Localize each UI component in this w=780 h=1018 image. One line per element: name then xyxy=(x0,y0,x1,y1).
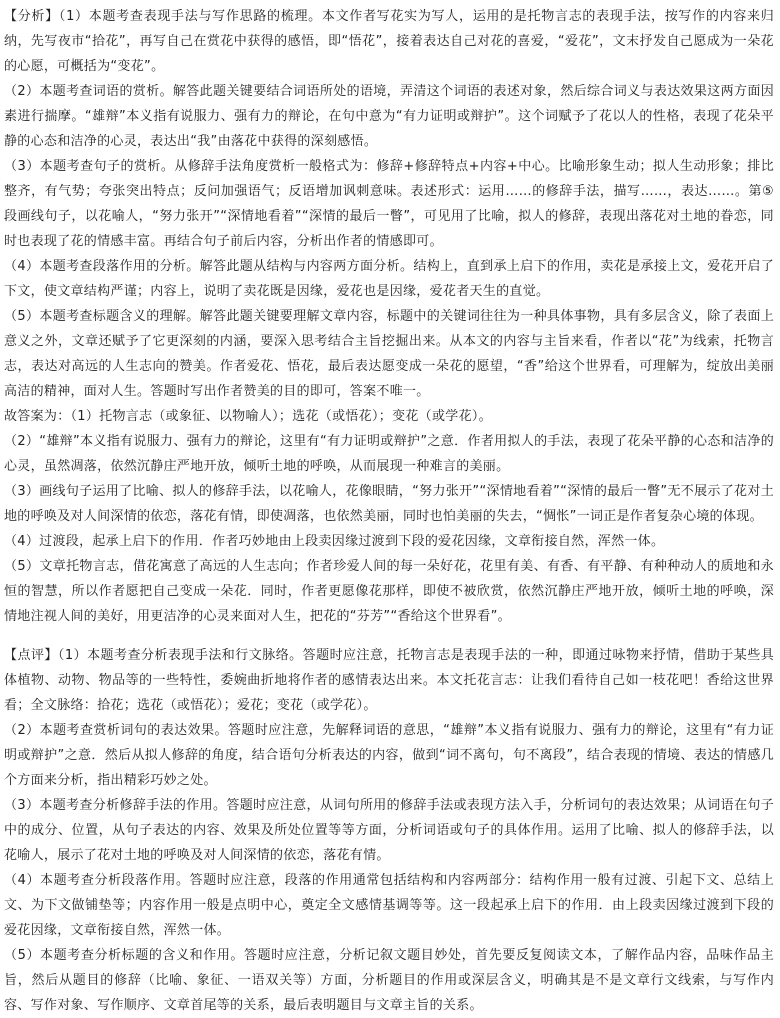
analysis-paragraph-2: （2）本题考查词语的赏析。解答此题关键要结合词语所处的语境，弄清这个词语的表述对象，然后综合词义与表达效果这两方面因素进行揣摩。“雄辩”本义指有说服力、强有力的辩论，在句中意为“有力证明或辩护”。这个词赋予了花以人的性格，表现了花朵平静的心态和洁净的心灵，表达出“我”由落花中获得的深刻感悟。 xyxy=(4,84,774,149)
analysis-paragraph-5: （5）本题考查标题含义的理解。解答此题关键要理解文章内容，标题中的关键词往往为一种具体事物，具有多层含义，除了表面上意义之外，文章还赋予了它更深刻的内涵，要深入思考结合主旨挖掘出来。从本文的内容与主旨来看，作者以“花”为线索，托物言志，表达对高远的人生志向的赞美。作者爱花、悟花，最后表达愿变成一朵花的愿望，“香”给这个世界看，可理解为，绽放出美丽高洁的精神，面对人生。答题时写出作者赞美的目的即可，答案不唯一。 xyxy=(4,309,774,399)
answer-paragraph-5: （5）文章托物言志，借花寓意了高远的人生志向；作者珍爱人间的每一朵好花，花里有美、有香、有平静、有种种动人的质地和永恒的智慧，所以作者愿把自己变成一朵花．同时，作者更愿像花那样，即使不被欣赏，依然沉静庄严地开放，倾听土地的呼唤，深情地注视人间的美好，用更洁净的心灵来面对人生，把花的“芬芳”“香给这个世界看”。 xyxy=(4,559,774,624)
answer-paragraph-3: （3）画线句子运用了比喻、拟人的修辞手法，以花喻人，花像眼睛，“努力张开”“深情地看着”“深情的最后一瞥”无不展示了花对土地的呼唤及对人间深情的依恋，落花有情，即使凋落，也依然美丽，同时也怕美丽的失去，“惆怅”一词正是作者复杂心境的体现。 xyxy=(4,484,774,524)
analysis-section xyxy=(4,4,774,404)
analysis-paragraph-4: （4）本题考查段落作用的分析。解答此题从结构与内容两方面分析。结构上，直到承上启下的作用，卖花是承接上文，爱花开启了下文，使文章结构严谨；内容上，说明了卖花既是因缘，爱花也是因缘，爱花者天生的直觉。 xyxy=(4,259,774,299)
comment-paragraph-5: （5）本题考查分析标题的含义和作用。答题时应注意，分析记叙文题目妙处，首先要反复阅读文本，了解作品内容，品味作品主旨，然后从题目的修辞（比喻、象征、一语双关等）方面，分析题目的作用或深层含义，明确其是不是文章行文线索，与写作内容、写作对象、写作顺序、文章首尾等的关系，最后表明题目与文章主旨的关系。 xyxy=(4,948,774,1013)
comment-paragraph-1: 【点评】（1）本题考查分析表现手法和行文脉络。答题时应注意，托物言志是表现手法的一种，即通过咏物来抒情，借助于某些具体植物、动物、物品等的一些特性，委婉曲折地将作者的感情表达出来。本文托花言志：让我们看待自己如一枝花吧！香给这世界看；全文脉络：拾花；选花（或悟花）；爱花；变花（或学花）。 xyxy=(4,648,774,713)
answer-paragraph-4: （4）过渡段，起承上启下的作用．作者巧妙地由上段卖因缘过渡到下段的爱花因缘，文章衔接自然，浑然一体。 xyxy=(4,534,665,549)
comment-paragraph-4: （4）本题考查分析段落作用。答题时应注意，段落的作用通常包括结构和内容两部分：结构作用一般有过渡、引起下文、总结上文、为下文做铺垫等；内容作用一般是点明中心，奠定全文感情基调等等。这一段起承上启下的作用．由上段卖因缘过渡到下段的爱花因缘，文章衔接自然，浑然一体。 xyxy=(4,873,774,938)
answer-section xyxy=(4,404,774,629)
comment-section xyxy=(4,643,774,1018)
analysis-paragraph-3: （3）本题考查句子的赏析。从修辞手法角度赏析一般格式为：修辞+修辞特点+内容+中心。比喻形象生动；拟人生动形象；排比整齐，有气势；夸张突出特点；反问加强语气；反语增加讽刺意味。表述形式：运用……的修辞手法，描写……，表达……。第⑤段画线句子，以花喻人，“努力张开”“深情地看着”“深情的最后一瞥”，可见用了比喻，拟人的修辞，表现出落花对土地的眷恋，同时也表现了花的情感丰富。再结合句子前后内容，分析出作者的情感即可。 xyxy=(4,159,774,249)
answer-paragraph-2: （2）“雄辩”本义指有说服力、强有力的辩论，这里有“有力证明或辩护”之意．作者用拟人的手法，表现了花朵平静的心态和洁净的心灵，虽然凋落，依然沉静庄严地开放，倾听土地的呼唤，从而展现一种难言的美丽。 xyxy=(4,434,774,474)
section-divider xyxy=(4,629,774,643)
answer-paragraph-1: 故答案为：（1）托物言志（或象征、以物喻人）；选花（或悟花）；变花（或学花）。 xyxy=(4,409,492,424)
analysis-paragraph-1: 【分析】（1）本题考查表现手法与写作思路的梳理。本文作者写花实为写人，运用的是托物言志的表现手法，按写作的内容来归纳，先写夜市“拾花”，再写自己在赏花中获得的感悟，即“悟花”，接着表达自己对花的喜爱，“爱花”，文末抒发自己愿成为一朵花的心愿，可概括为“变花”。 xyxy=(4,9,774,74)
comment-paragraph-3: （3）本题考查分析修辞手法的作用。答题时应注意，从词句所用的修辞手法或表现方法入手，分析词句的表达效果；从词语在句子中的成分、位置，从句子表达的内容、效果及所处位置等等方面，分析词语或句子的具体作用。运用了比喻、拟人的修辞手法，以花喻人，展示了花对土地的呼唤及对人间深情的依恋，落花有情。 xyxy=(4,798,774,863)
comment-paragraph-2: （2）本题考查赏析词句的表达效果。答题时应注意，先解释词语的意思，“雄辩”本义指有说服力、强有力的辩论，这里有“有力证明或辩护”之意．然后从拟人修辞的角度，结合语句分析表达的内容，做到“词不离句，句不离段”，结合表现的情境、表达的情感几个方面来分析，指出精彩巧妙之处。 xyxy=(4,723,774,788)
